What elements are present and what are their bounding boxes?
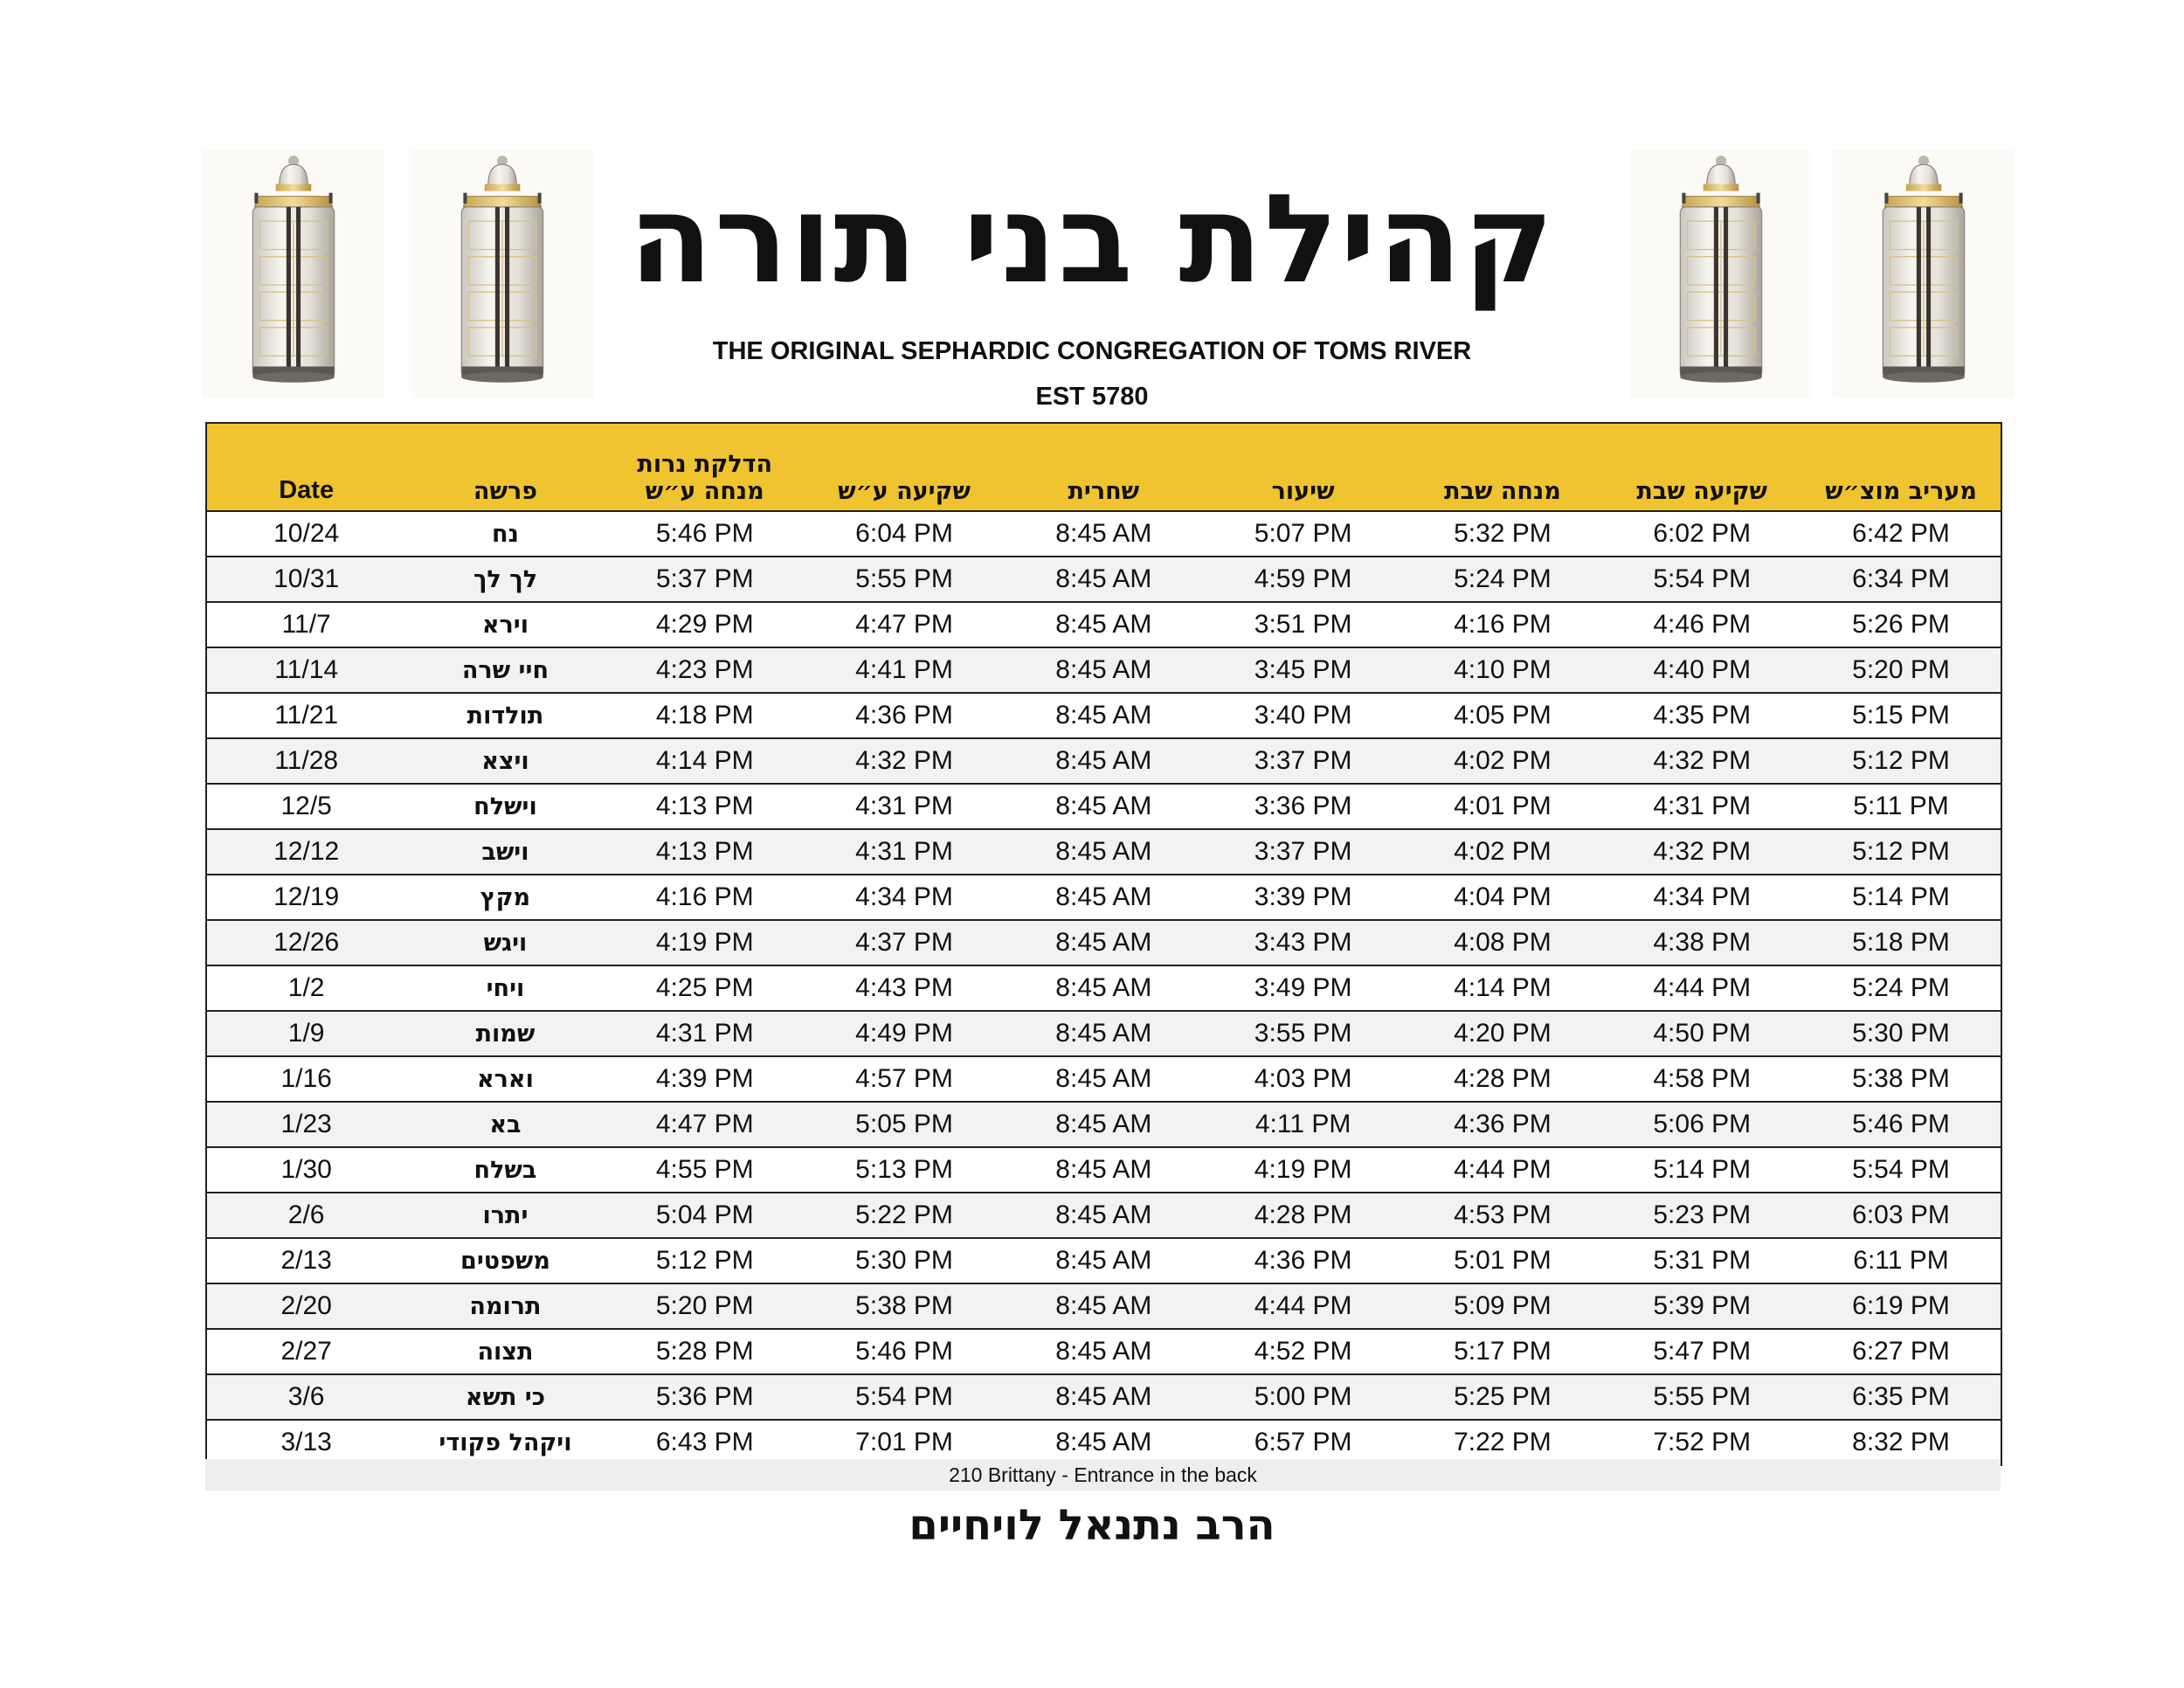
cell-shabbat-sunset: 4:35 PM: [1602, 693, 1801, 738]
cell-parsha: בא: [405, 1102, 605, 1147]
cell-parsha: ויצא: [405, 738, 605, 784]
cell-candle-lighting: 4:29 PM: [605, 602, 805, 647]
cell-date: 2/13: [206, 1238, 405, 1283]
cell-shabbat-mincha: 5:25 PM: [1403, 1374, 1602, 1420]
cell-friday-sunset: 4:34 PM: [805, 875, 1004, 920]
cell-candle-lighting: 4:47 PM: [605, 1102, 805, 1147]
cell-date: 1/9: [206, 1011, 405, 1056]
cell-shacharit: 8:45 AM: [1004, 1193, 1203, 1238]
congregation-title: קהילת בני תורה: [628, 169, 1556, 311]
cell-shabbat-mincha: 5:24 PM: [1403, 557, 1602, 602]
cell-shiur: 4:52 PM: [1203, 1329, 1402, 1374]
cell-shacharit: 8:45 AM: [1004, 1056, 1203, 1102]
cell-shiur: 5:07 PM: [1203, 511, 1402, 557]
cell-parsha: שמות: [405, 1011, 605, 1056]
cell-friday-sunset: 5:55 PM: [805, 557, 1004, 602]
cell-shacharit: 8:45 AM: [1004, 1374, 1203, 1420]
table-row: [206, 1147, 2001, 1193]
column-header-shabbat-sunset: שקיעה שבת: [1602, 423, 1801, 511]
table-row: [206, 1238, 2001, 1283]
cell-candle-lighting: 4:14 PM: [605, 738, 805, 784]
cell-candle-lighting: 5:37 PM: [605, 557, 805, 602]
cell-shabbat-mincha: 4:04 PM: [1403, 875, 1602, 920]
cell-parsha: תצוה: [405, 1329, 605, 1374]
column-header-line: הדלקת נרות: [637, 451, 773, 478]
cell-friday-sunset: 4:47 PM: [805, 602, 1004, 647]
cell-parsha: וישלח: [405, 784, 605, 829]
cell-date: 11/21: [206, 693, 405, 738]
cell-maariv: 5:20 PM: [1801, 647, 2001, 693]
table-row: [206, 829, 2001, 875]
cell-candle-lighting: 5:04 PM: [605, 1193, 805, 1238]
cell-maariv: 6:11 PM: [1801, 1238, 2001, 1283]
cell-shabbat-mincha: 4:16 PM: [1403, 602, 1602, 647]
table-row: [206, 1374, 2001, 1420]
cell-shacharit: 8:45 AM: [1004, 511, 1203, 557]
cell-date: 12/26: [206, 920, 405, 965]
established-year: EST 5780: [1035, 383, 1149, 411]
cell-friday-sunset: 7:01 PM: [805, 1420, 1004, 1465]
cell-shabbat-mincha: 4:44 PM: [1403, 1147, 1602, 1193]
schedule-table: [205, 422, 2002, 1466]
cell-shiur: 3:55 PM: [1203, 1011, 1402, 1056]
cell-parsha: יתרו: [405, 1193, 605, 1238]
cell-shabbat-sunset: 5:39 PM: [1602, 1283, 1801, 1329]
rabbi-name: הרב נתנאל לויחיים: [909, 1501, 1275, 1550]
cell-parsha: נח: [405, 511, 605, 557]
cell-parsha: ויחי: [405, 965, 605, 1011]
cell-shabbat-sunset: 5:06 PM: [1602, 1102, 1801, 1147]
cell-candle-lighting: 4:39 PM: [605, 1056, 805, 1102]
cell-date: 12/19: [206, 875, 405, 920]
cell-shabbat-mincha: 4:05 PM: [1403, 693, 1602, 738]
cell-maariv: 5:15 PM: [1801, 693, 2001, 738]
cell-candle-lighting: 4:13 PM: [605, 829, 805, 875]
cell-date: 1/16: [206, 1056, 405, 1102]
cell-date: 1/2: [206, 965, 405, 1011]
cell-shabbat-mincha: 4:28 PM: [1403, 1056, 1602, 1102]
cell-shacharit: 8:45 AM: [1004, 1238, 1203, 1283]
cell-shabbat-mincha: 4:02 PM: [1403, 829, 1602, 875]
cell-shabbat-mincha: 4:01 PM: [1403, 784, 1602, 829]
cell-shacharit: 8:45 AM: [1004, 1102, 1203, 1147]
cell-candle-lighting: 5:28 PM: [605, 1329, 805, 1374]
cell-candle-lighting: 4:23 PM: [605, 647, 805, 693]
cell-shacharit: 8:45 AM: [1004, 602, 1203, 647]
cell-date: 10/31: [206, 557, 405, 602]
cell-maariv: 5:26 PM: [1801, 602, 2001, 647]
cell-shabbat-sunset: 5:55 PM: [1602, 1374, 1801, 1420]
column-header-parsha: פרשה: [405, 423, 605, 511]
cell-shabbat-sunset: 4:40 PM: [1602, 647, 1801, 693]
cell-candle-lighting: 5:20 PM: [605, 1283, 805, 1329]
cell-shacharit: 8:45 AM: [1004, 738, 1203, 784]
cell-date: 1/30: [206, 1147, 405, 1193]
cell-shiur: 4:28 PM: [1203, 1193, 1402, 1238]
cell-date: 2/20: [206, 1283, 405, 1329]
cell-candle-lighting: 4:16 PM: [605, 875, 805, 920]
cell-parsha: ויגש: [405, 920, 605, 965]
cell-shabbat-mincha: 5:17 PM: [1403, 1329, 1602, 1374]
table-row: [206, 557, 2001, 602]
torah-scroll-icon: [1833, 150, 2015, 398]
cell-friday-sunset: 4:36 PM: [805, 693, 1004, 738]
cell-shacharit: 8:45 AM: [1004, 1329, 1203, 1374]
cell-candle-lighting: 4:55 PM: [605, 1147, 805, 1193]
cell-parsha: חיי שרה: [405, 647, 605, 693]
cell-shabbat-sunset: 7:52 PM: [1602, 1420, 1801, 1465]
column-header-maariv: מעריב מוצ״ש: [1801, 423, 2001, 511]
cell-shabbat-sunset: 4:46 PM: [1602, 602, 1801, 647]
cell-friday-sunset: 4:41 PM: [805, 647, 1004, 693]
torah-scroll-icon: [203, 150, 384, 398]
cell-date: 3/6: [206, 1374, 405, 1420]
cell-parsha: תולדות: [405, 693, 605, 738]
cell-parsha: וארא: [405, 1056, 605, 1102]
cell-parsha: כי תשא: [405, 1374, 605, 1420]
cell-shiur: 3:45 PM: [1203, 647, 1402, 693]
table-row: [206, 1283, 2001, 1329]
cell-maariv: 6:42 PM: [1801, 511, 2001, 557]
column-header-date: Date: [206, 423, 405, 511]
table-row: [206, 1329, 2001, 1374]
cell-candle-lighting: 4:13 PM: [605, 784, 805, 829]
table-row: [206, 965, 2001, 1011]
cell-candle-lighting: 5:36 PM: [605, 1374, 805, 1420]
cell-shabbat-sunset: 5:31 PM: [1602, 1238, 1801, 1283]
cell-candle-lighting: 4:18 PM: [605, 693, 805, 738]
cell-candle-lighting: 5:12 PM: [605, 1238, 805, 1283]
cell-maariv: 5:46 PM: [1801, 1102, 2001, 1147]
table-row: [206, 784, 2001, 829]
cell-shabbat-sunset: 4:34 PM: [1602, 875, 1801, 920]
cell-shacharit: 8:45 AM: [1004, 875, 1203, 920]
cell-shiur: 3:43 PM: [1203, 920, 1402, 965]
cell-shacharit: 8:45 AM: [1004, 647, 1203, 693]
cell-shacharit: 8:45 AM: [1004, 557, 1203, 602]
table-row: [206, 1011, 2001, 1056]
column-header-shiur: שיעור: [1203, 423, 1402, 511]
cell-shabbat-mincha: 4:20 PM: [1403, 1011, 1602, 1056]
cell-date: 11/7: [206, 602, 405, 647]
cell-friday-sunset: 4:31 PM: [805, 784, 1004, 829]
table-row: [206, 738, 2001, 784]
cell-candle-lighting: 4:31 PM: [605, 1011, 805, 1056]
column-header-shabbat-mincha: מנחה שבת: [1403, 423, 1602, 511]
cell-date: 11/14: [206, 647, 405, 693]
cell-friday-sunset: 5:46 PM: [805, 1329, 1004, 1374]
congregation-subtitle: THE ORIGINAL SEPHARDIC CONGREGATION OF TOMS RIVER: [712, 337, 1472, 365]
cell-friday-sunset: 4:37 PM: [805, 920, 1004, 965]
cell-friday-sunset: 5:13 PM: [805, 1147, 1004, 1193]
cell-shiur: 3:37 PM: [1203, 829, 1402, 875]
cell-shabbat-mincha: 5:09 PM: [1403, 1283, 1602, 1329]
cell-shabbat-mincha: 4:02 PM: [1403, 738, 1602, 784]
cell-parsha: מקץ: [405, 875, 605, 920]
cell-shacharit: 8:45 AM: [1004, 1011, 1203, 1056]
cell-shabbat-mincha: 7:22 PM: [1403, 1420, 1602, 1465]
table-header-row: [206, 423, 2001, 511]
cell-maariv: 5:11 PM: [1801, 784, 2001, 829]
cell-shiur: 4:03 PM: [1203, 1056, 1402, 1102]
cell-maariv: 6:19 PM: [1801, 1283, 2001, 1329]
cell-friday-sunset: 5:30 PM: [805, 1238, 1004, 1283]
cell-maariv: 5:30 PM: [1801, 1011, 2001, 1056]
cell-shabbat-sunset: 4:44 PM: [1602, 965, 1801, 1011]
column-header-shacharit: שחרית: [1004, 423, 1203, 511]
table-row: [206, 1193, 2001, 1238]
cell-friday-sunset: 4:43 PM: [805, 965, 1004, 1011]
cell-date: 3/13: [206, 1420, 405, 1465]
cell-shiur: 3:36 PM: [1203, 784, 1402, 829]
cell-maariv: 5:14 PM: [1801, 875, 2001, 920]
cell-maariv: 8:32 PM: [1801, 1420, 2001, 1465]
cell-shacharit: 8:45 AM: [1004, 1283, 1203, 1329]
cell-shacharit: 8:45 AM: [1004, 965, 1203, 1011]
cell-shabbat-sunset: 4:32 PM: [1602, 738, 1801, 784]
cell-maariv: 6:03 PM: [1801, 1193, 2001, 1238]
table-row: [206, 920, 2001, 965]
cell-shabbat-sunset: 4:50 PM: [1602, 1011, 1801, 1056]
cell-friday-sunset: 4:31 PM: [805, 829, 1004, 875]
cell-date: 2/6: [206, 1193, 405, 1238]
cell-shabbat-sunset: 4:38 PM: [1602, 920, 1801, 965]
cell-shiur: 4:19 PM: [1203, 1147, 1402, 1193]
cell-shabbat-sunset: 5:14 PM: [1602, 1147, 1801, 1193]
cell-date: 10/24: [206, 511, 405, 557]
cell-shacharit: 8:45 AM: [1004, 693, 1203, 738]
cell-shacharit: 8:45 AM: [1004, 1420, 1203, 1465]
cell-parsha: וישב: [405, 829, 605, 875]
cell-maariv: 5:24 PM: [1801, 965, 2001, 1011]
cell-shiur: 4:36 PM: [1203, 1238, 1402, 1283]
cell-shacharit: 8:45 AM: [1004, 784, 1203, 829]
cell-candle-lighting: 4:25 PM: [605, 965, 805, 1011]
cell-friday-sunset: 5:38 PM: [805, 1283, 1004, 1329]
cell-shiur: 3:51 PM: [1203, 602, 1402, 647]
cell-parsha: תרומה: [405, 1283, 605, 1329]
table-row: [206, 875, 2001, 920]
cell-date: 11/28: [206, 738, 405, 784]
cell-shabbat-sunset: 5:23 PM: [1602, 1193, 1801, 1238]
cell-friday-sunset: 5:54 PM: [805, 1374, 1004, 1420]
cell-parsha: משפטים: [405, 1238, 605, 1283]
cell-shiur: 3:49 PM: [1203, 965, 1402, 1011]
table-row: [206, 647, 2001, 693]
cell-friday-sunset: 4:32 PM: [805, 738, 1004, 784]
cell-maariv: 5:38 PM: [1801, 1056, 2001, 1102]
column-header-line: מנחה ע״ש: [645, 478, 764, 505]
cell-shiur: 3:40 PM: [1203, 693, 1402, 738]
cell-shabbat-mincha: 4:10 PM: [1403, 647, 1602, 693]
table-row: [206, 511, 2001, 557]
cell-shabbat-mincha: 5:32 PM: [1403, 511, 1602, 557]
cell-parsha: וירא: [405, 602, 605, 647]
cell-shabbat-mincha: 4:14 PM: [1403, 965, 1602, 1011]
cell-parsha: לך לך: [405, 557, 605, 602]
cell-candle-lighting: 6:43 PM: [605, 1420, 805, 1465]
cell-shiur: 3:37 PM: [1203, 738, 1402, 784]
cell-parsha: בשלח: [405, 1147, 605, 1193]
cell-shabbat-sunset: 5:54 PM: [1602, 557, 1801, 602]
cell-friday-sunset: 6:04 PM: [805, 511, 1004, 557]
cell-shabbat-sunset: 4:32 PM: [1602, 829, 1801, 875]
cell-shabbat-sunset: 6:02 PM: [1602, 511, 1801, 557]
cell-date: 1/23: [206, 1102, 405, 1147]
address-bar: 210 Brittany - Entrance in the back: [205, 1459, 2001, 1491]
cell-shiur: 4:44 PM: [1203, 1283, 1402, 1329]
cell-shabbat-sunset: 4:58 PM: [1602, 1056, 1801, 1102]
table-row: [206, 1102, 2001, 1147]
cell-parsha: ויקהל פקודי: [405, 1420, 605, 1465]
cell-shabbat-sunset: 5:47 PM: [1602, 1329, 1801, 1374]
cell-candle-lighting: 5:46 PM: [605, 511, 805, 557]
cell-maariv: 5:18 PM: [1801, 920, 2001, 965]
cell-maariv: 5:12 PM: [1801, 738, 2001, 784]
cell-candle-lighting: 4:19 PM: [605, 920, 805, 965]
table-row: [206, 1056, 2001, 1102]
cell-shacharit: 8:45 AM: [1004, 920, 1203, 965]
cell-shiur: 4:11 PM: [1203, 1102, 1402, 1147]
cell-date: 12/12: [206, 829, 405, 875]
cell-shabbat-mincha: 4:53 PM: [1403, 1193, 1602, 1238]
cell-shabbat-sunset: 4:31 PM: [1602, 784, 1801, 829]
cell-friday-sunset: 5:22 PM: [805, 1193, 1004, 1238]
cell-shiur: 4:59 PM: [1203, 557, 1402, 602]
cell-shabbat-mincha: 4:36 PM: [1403, 1102, 1602, 1147]
cell-maariv: 6:35 PM: [1801, 1374, 2001, 1420]
cell-shacharit: 8:45 AM: [1004, 829, 1203, 875]
cell-maariv: 5:54 PM: [1801, 1147, 2001, 1193]
cell-maariv: 6:34 PM: [1801, 557, 2001, 602]
cell-shabbat-mincha: 4:08 PM: [1403, 920, 1602, 965]
table-row: [206, 602, 2001, 647]
cell-shacharit: 8:45 AM: [1004, 1147, 1203, 1193]
column-header-candle-lighting: [605, 423, 805, 511]
cell-shiur: 3:39 PM: [1203, 875, 1402, 920]
cell-friday-sunset: 5:05 PM: [805, 1102, 1004, 1147]
cell-friday-sunset: 4:57 PM: [805, 1056, 1004, 1102]
cell-shiur: 6:57 PM: [1203, 1420, 1402, 1465]
cell-shabbat-mincha: 5:01 PM: [1403, 1238, 1602, 1283]
cell-friday-sunset: 4:49 PM: [805, 1011, 1004, 1056]
cell-maariv: 5:12 PM: [1801, 829, 2001, 875]
cell-shiur: 5:00 PM: [1203, 1374, 1402, 1420]
cell-date: 12/5: [206, 784, 405, 829]
cell-maariv: 6:27 PM: [1801, 1329, 2001, 1374]
table-row: [206, 693, 2001, 738]
column-header-friday-sunset: שקיעה ע״ש: [805, 423, 1004, 511]
cell-date: 2/27: [206, 1329, 405, 1374]
